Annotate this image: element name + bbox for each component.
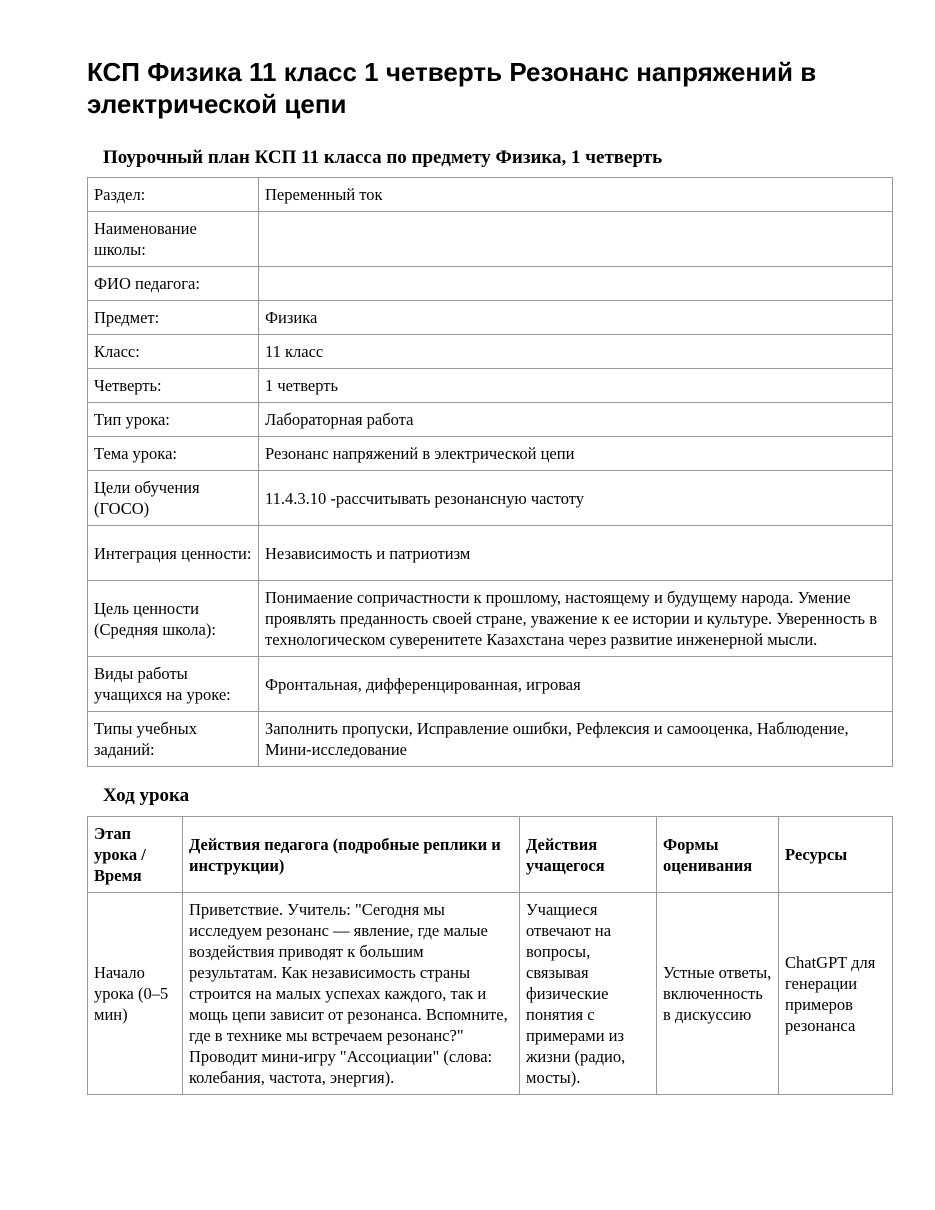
column-header-resources: Ресурсы: [779, 817, 893, 893]
info-row-topic: [88, 437, 893, 471]
info-value: [259, 212, 893, 267]
lesson-teacher-cell: Приветствие. Учитель: "Сегодня мы исследуем резонанс — явление, где малые воздействия приводят к большим результатам. Как независимость страны строится на малых успехах каждого, так и мощь цепи зависит от резонанса. Вспомните, где в технике мы встречаем резонанс?" Проводит мини-игру "Ассоциации" (слова: колебания, частота, энергия).: [183, 893, 520, 1095]
info-label: Цель ценности (Средняя школа):: [88, 581, 259, 657]
info-value: Физика: [259, 301, 893, 335]
info-label: Тип урока:: [88, 403, 259, 437]
info-value: Понимаение сопричастности к прошлому, настоящему и будущему народа. Умение проявлять преданность своей стране, уважение к ее истории и культуре. Уверенность в технологическом суверенитете Казахстана через развитие инженерной мысли.: [259, 581, 893, 657]
info-row-teacher: [88, 267, 893, 301]
info-label: Четверть:: [88, 369, 259, 403]
lesson-assessment-cell: Устные ответы, включенность в дискуссию: [657, 893, 779, 1095]
lesson-resources-cell: ChatGPT для генерации примеров резонанса: [779, 893, 893, 1095]
info-row-values: [88, 526, 893, 581]
document-page: [87, 56, 893, 1095]
info-row-goals: [88, 471, 893, 526]
info-row-grade: [88, 335, 893, 369]
info-row-value-goal: [88, 581, 893, 657]
info-value: 11 класс: [259, 335, 893, 369]
document-title: КСП Физика 11 класс 1 четверть Резонанс напряжений в электрической цепи: [87, 57, 817, 119]
column-header-assessment: Формы оценивания: [657, 817, 779, 893]
info-table: [87, 177, 893, 767]
info-row-work-types: [88, 657, 893, 712]
lesson-header-row: [88, 817, 893, 893]
info-row-subject: [88, 301, 893, 335]
info-label: Класс:: [88, 335, 259, 369]
info-label: Раздел:: [88, 178, 259, 212]
info-row-lesson-type: [88, 403, 893, 437]
info-label: Виды работы учащихся на уроке:: [88, 657, 259, 712]
info-value: Резонанс напряжений в электрической цепи: [259, 437, 893, 471]
info-label: ФИО педагога:: [88, 267, 259, 301]
lesson-student-cell: Учащиеся отвечают на вопросы, связывая физические понятия с примерами из жизни (радио, мосты).: [520, 893, 657, 1095]
plan-subtitle: Поурочный план КСП 11 класса по предмету Физика, 1 четверть: [103, 147, 663, 168]
info-value: 11.4.3.10 -рассчитывать резонансную частоту: [259, 471, 893, 526]
info-value: 1 четверть: [259, 369, 893, 403]
info-row-task-types: [88, 712, 893, 767]
info-label: Наименование школы:: [88, 212, 259, 267]
column-header-stage: Этап урока / Время: [88, 817, 183, 893]
info-value: Фронтальная, дифференцированная, игровая: [259, 657, 893, 712]
info-value: Заполнить пропуски, Исправление ошибки, Рефлексия и самооценка, Наблюдение, Мини-исследование: [259, 712, 893, 767]
info-label: Тема урока:: [88, 437, 259, 471]
lesson-section-title: Ход урока: [103, 785, 190, 806]
lesson-stage-cell: Начало урока (0–5 мин): [88, 893, 183, 1095]
info-label: Цели обучения (ГОСО): [88, 471, 259, 526]
info-value: Переменный ток: [259, 178, 893, 212]
info-row-school: [88, 212, 893, 267]
info-value: Лабораторная работа: [259, 403, 893, 437]
column-header-teacher: Действия педагога (подробные реплики и инструкции): [183, 817, 520, 893]
info-value: [259, 267, 893, 301]
lesson-table: [87, 816, 893, 1095]
lesson-row: [88, 893, 893, 1095]
info-label: Интеграция ценности:: [88, 526, 259, 581]
info-value: Независимость и патриотизм: [259, 526, 893, 581]
info-label: Типы учебных заданий:: [88, 712, 259, 767]
info-row-section: [88, 178, 893, 212]
column-header-student: Действия учащегося: [520, 817, 657, 893]
info-label: Предмет:: [88, 301, 259, 335]
info-row-quarter: [88, 369, 893, 403]
